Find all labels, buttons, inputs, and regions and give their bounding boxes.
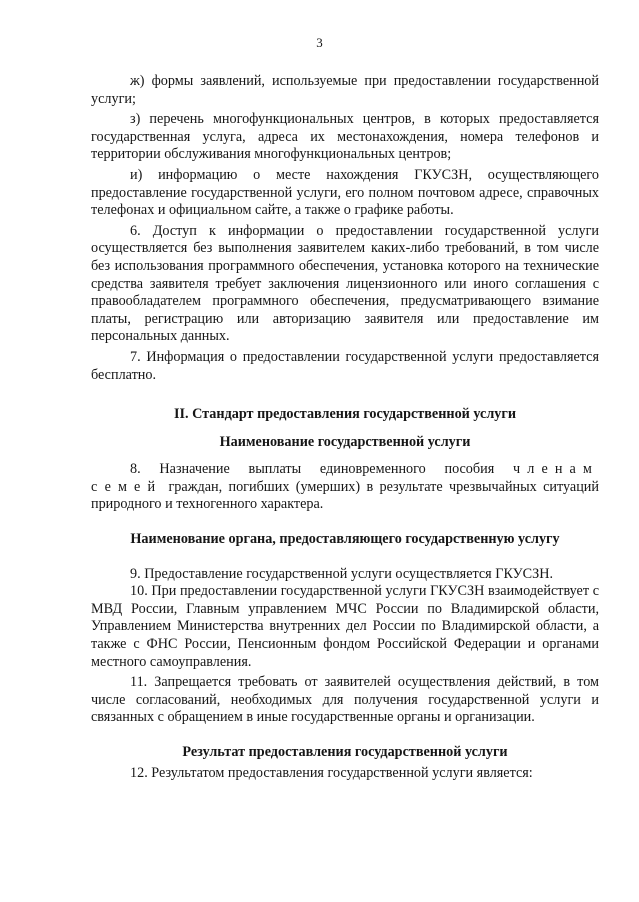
paragraph-9: 9. Предоставление государственной услуги осуществляется ГКУСЗН.	[130, 565, 554, 582]
page-number: 3	[316, 35, 323, 50]
list-item-i: и) информацию о месте нахождения ГКУСЗН, осуществляющего предоставление государственной услуги, его полном почтовом адресе, справочных телефонах и официальном сайте, а также о графике работы.	[91, 166, 599, 219]
paragraph-10: 10. При предоставлении государственной услуги ГКУСЗН взаимодействует с МВД России, Главным управлением МЧС России по Владимирской области, Управлением Министерства внутренних дел России по Владимирской области, а также с ФНС России, Пенсионным фондом Российской Федерации и органами местного самоуправления.	[91, 583, 599, 670]
paragraph-12: 12. Результатом предоставления государственной услуги является:	[130, 764, 533, 781]
list-item-zh: ж) формы заявлений, используемые при предоставлении государственной услуги;	[91, 73, 599, 107]
paragraph-6: 6. Доступ к информации о предоставлении государственной услуги осуществляется без выполнения заявителем каких-либо требований, в том числе без использования программного обеспечения, установка которого на технические средства заявителя требует заключения лицензионного или иного соглашения с правообладателем программного обеспечения, предусматривающего взимание платы, регистрацию или авторизацию заявителя или предоставление им персональных данных.	[91, 222, 599, 345]
heading-service-name: Наименование государственной услуги	[219, 433, 471, 450]
paragraph-7: 7. Информация о предоставлении государственной услуги предоставляется бесплатно.	[91, 348, 599, 383]
heading-result: Результат предоставления государственной услуги	[182, 744, 508, 760]
section-title: II. Стандарт предоставления государственной услуги	[173, 406, 517, 423]
heading-authority: Наименование органа, предоставляющего государственную услугу	[130, 531, 560, 548]
document-body	[91, 73, 599, 782]
paragraph-8-spaced: членам семей	[91, 461, 600, 495]
list-item-z: з) перечень многофункциональных центров, в которых предоставляется государственная услуга, адреса их местонахождения, номера телефонов и территории обслуживания многофункциональных центров;	[91, 111, 599, 163]
paragraph-11: 11. Запрещается требовать от заявителей осуществления действий, в том числе согласований, необходимых для получения государственной услуги и связанных с обращением в иные государственные органы и организации.	[91, 674, 599, 726]
paragraph-8	[91, 461, 599, 514]
paragraph-8-start: 8. Назначение выплаты единовременного пособия	[130, 461, 495, 478]
paragraph-8-end: граждан, погибших (умерших) в результате чрезвычайных ситуаций природного и техногенного характера.	[91, 478, 599, 513]
